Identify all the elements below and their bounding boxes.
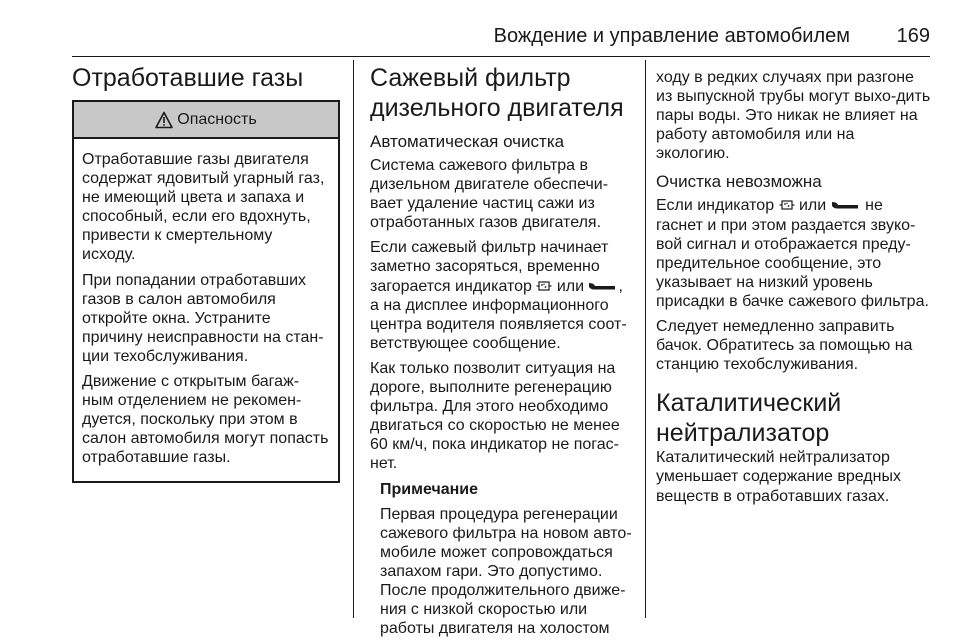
- exhaust-pipe-icon: [831, 197, 861, 209]
- paragraph-indicator: [370, 238, 632, 353]
- paragraph: Каталитический нейтрализатор уменьшает содержание вредных веществ в отработавших газах.: [656, 449, 901, 505]
- note-text: Первая процедура регенерации сажевого фильтра на новом авто-мобиле может сопровождаться запахом гари. Это допустимо. После продолжительного движе-ния с низкой скоростью или работы двигателя на холостом: [380, 505, 632, 638]
- exhaust-pipe-icon: [588, 278, 618, 290]
- page-number: 169: [896, 25, 930, 47]
- danger-box: [72, 100, 340, 483]
- note-title: Примечание: [380, 480, 479, 498]
- column-2: [370, 63, 632, 644]
- danger-box-body: [74, 139, 338, 481]
- paragraph: Следует немедленно заправить бачок. Обратитесь за помощью на станцию техобслуживания.: [656, 318, 913, 374]
- section-title-dpf: Сажевый фильтр дизельного двигателя: [370, 64, 624, 122]
- header-title: Вождение и управление автомобилем: [493, 25, 850, 47]
- paragraph-text: Если сажевый фильтр начинает заметно засоряться, временно загорается индикатор: [370, 239, 609, 295]
- paragraph-text: Если индикатор: [656, 197, 779, 215]
- paragraph-text: или: [552, 277, 589, 295]
- warning-triangle-icon: [155, 111, 173, 129]
- paragraph-text: или: [794, 197, 831, 215]
- column-divider-1: [353, 60, 354, 618]
- column-1: [72, 63, 340, 483]
- paragraph-text: не гаснет и при этом раздается звуко-вой сигнал и отображается преду-предительное сообщение, это указывает на низкий уровень присадки в бачке сажевого фильтра.: [656, 197, 929, 310]
- column-3: [656, 68, 932, 512]
- paragraph-indicator: [656, 196, 932, 311]
- danger-box-header: [74, 102, 338, 139]
- subsection-title-cleaning-impossible: Очистка невозможна: [656, 172, 822, 192]
- paragraph: Как только позволит ситуация на дороге, выполните регенерацию фильтра. Для этого необходимо двигаться со скоростью не менее 60 км/ч, пока индикатор не погас-нет.: [370, 359, 620, 473]
- danger-paragraph: При попадании отработавших газов в салон автомобиля откройте окна. Устраните причину неисправности на стан-ции техобслуживания.: [82, 271, 324, 365]
- danger-box-title: Опасность: [177, 110, 257, 128]
- paragraph: Система сажевого фильтра в дизельном двигателе обеспечи-вает удаление частиц сажи из отработанных газов двигателя.: [370, 157, 609, 232]
- diesel-particulate-filter-icon: [536, 278, 552, 290]
- section-title-catalytic-converter: Каталитический нейтрализатор: [656, 389, 842, 448]
- subsection-title-auto-cleaning: Автоматическая очистка: [370, 132, 565, 151]
- header-rule: [72, 56, 930, 57]
- paragraph-continued: ходу в редких случаях при разгоне из выпускной трубы могут выхо-дить пары воды. Это никак не влияет на работу автомобиля или на экологию.: [656, 69, 931, 163]
- diesel-particulate-filter-icon: [779, 197, 795, 209]
- column-divider-2: [645, 60, 646, 618]
- paragraph-text: , а на дисплее информационного центра водителя появляется соот-ветствующее сообщение.: [370, 277, 627, 352]
- danger-paragraph: Отработавшие газы двигателя содержат ядовитый угарный газ, не имеющий цвета и запаха и способный, если его вдохнуть, привести к смертельному исходу.: [82, 151, 325, 264]
- note-block: [380, 480, 632, 639]
- section-title-exhaust: Отработавшие газы: [72, 64, 304, 92]
- danger-paragraph: Движение с открытым багаж-ным отделением не рекомен-дуется, поскольку при этом в салон автомобиля могут попасть отработавшие газы.: [82, 373, 329, 467]
